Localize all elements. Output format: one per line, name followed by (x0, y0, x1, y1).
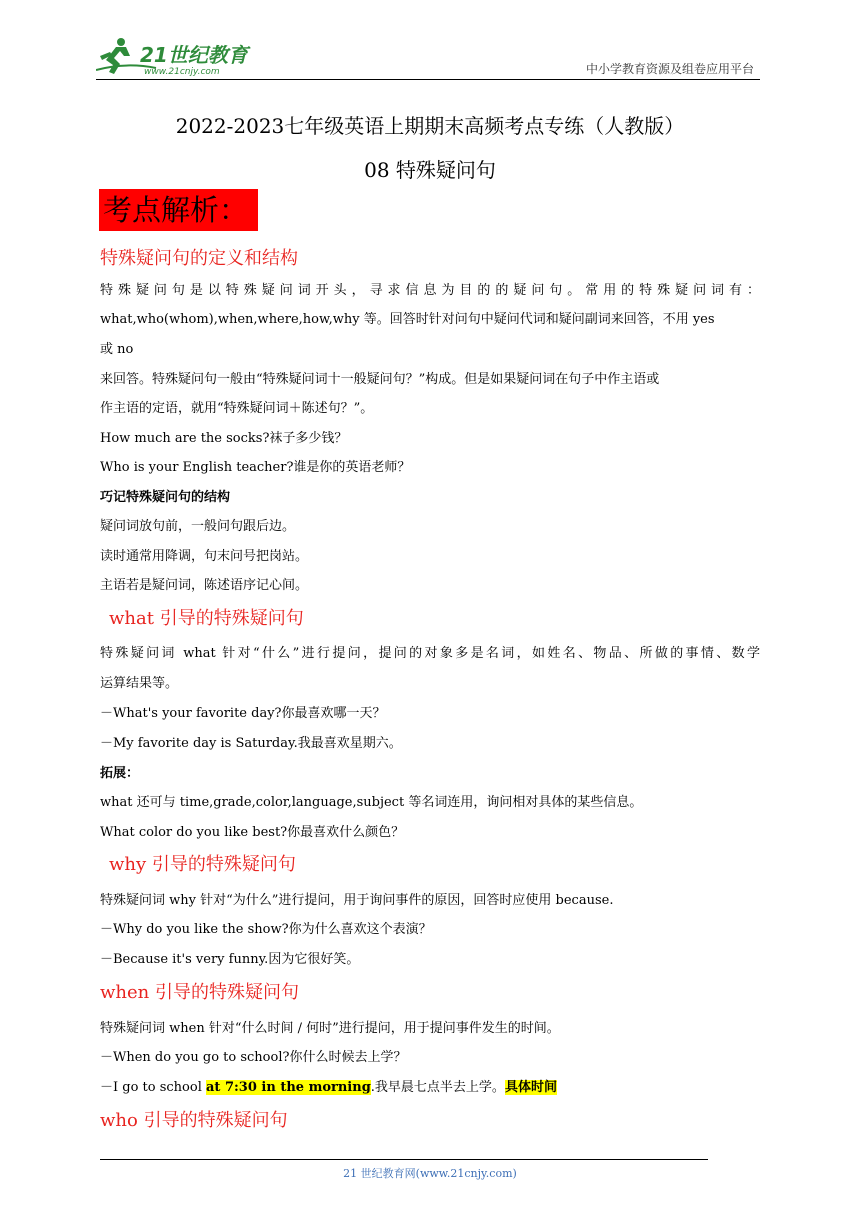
document-title: 2022-2023七年级英语上期期末高频考点专练（人教版） (175, 114, 685, 138)
heading-keyword: why (109, 854, 147, 875)
heading-keyword: when (100, 982, 150, 1003)
section-tag: 考点解析： (99, 189, 258, 231)
footer-divider (100, 1159, 708, 1160)
example-sentence: Who is your English teacher?谁是你的英语老师？ (100, 460, 411, 475)
example-sentence: How much are the socks?袜子多少钱？ (100, 431, 348, 446)
paragraph-line: 或 no (100, 342, 134, 357)
heading-rest: 引导的特殊疑问句 (151, 854, 296, 875)
page-footer: 21 世纪教育网(www.21cnjy.com) (343, 1167, 517, 1180)
heading-who (100, 1106, 288, 1132)
heading-when (100, 978, 299, 1004)
example-text: －I go to school (100, 1080, 206, 1095)
paragraph-line: 特殊疑问词 what 针对“什么”进行提问，提问的对象多是名词，如姓名、物品、所做的事情、数学 (100, 646, 760, 661)
logo-21cnjy (96, 36, 296, 80)
paragraph-line: 特殊疑问词 when 针对“什么时间 / 何时”进行提问，用于提问事件发生的时间。 (100, 1021, 560, 1036)
heading-keyword: what (109, 608, 154, 629)
heading-rest: 引导的特殊疑问句 (159, 608, 304, 629)
extension-line: What color do you like best?你最喜欢什么颜色？ (100, 825, 405, 840)
example-sentence: －When do you go to school?你什么时候去上学？ (100, 1050, 407, 1065)
heading-keyword: who (100, 1110, 138, 1131)
paragraph-line: 特殊疑问句是以特殊疑问词开头，寻求信息为目的的疑问句。常用的特殊疑问词有： (100, 283, 760, 298)
example-sentence: －Why do you like the show?你为什么喜欢这个表演？ (100, 922, 432, 937)
heading-what (109, 604, 304, 630)
document-subtitle: 08 特殊疑问句 (364, 158, 496, 182)
paragraph-line: 来回答。特殊疑问句一般由“特殊疑问词十一般疑问句？”构成。但是如果疑问词在句子中作主语或 (100, 372, 660, 387)
heading-rest: 引导的特殊疑问句 (143, 1110, 288, 1131)
tip-line: 疑问词放句前，一般问句跟后边。 (100, 519, 296, 534)
tip-line: 读时通常用降调，句末问号把岗站。 (100, 549, 309, 564)
tip-title: 巧记特殊疑问句的结构 (100, 490, 231, 505)
svg-text:www.21cnjy.com: www.21cnjy.com (144, 67, 220, 77)
paragraph-line: 特殊疑问词 why 针对“为什么”进行提问，用于询问事件的原因，回答时应使用 because. (100, 893, 614, 908)
example-sentence: －Because it's very funny.因为它很好笑。 (100, 952, 360, 967)
extension-title: 拓展： (100, 766, 140, 781)
highlighted-note: 具体时间 (504, 1080, 557, 1095)
extension-line: what 还可与 time,grade,color,language,subject 等名词连用，询问相对具体的某些信息。 (100, 795, 643, 810)
platform-name: 中小学教育资源及组卷应用平台 (585, 62, 754, 76)
paragraph-line: 作主语的定语，就用“特殊疑问词＋陈述句？”。 (100, 401, 374, 416)
heading-rest: 引导的特殊疑问句 (154, 982, 299, 1003)
example-sentence: －My favorite day is Saturday.我最喜欢星期六。 (100, 736, 402, 751)
tip-line: 主语若是疑问词，陈述语序记心间。 (100, 578, 309, 593)
heading-definition: 特殊疑问句的定义和结构 (100, 248, 298, 269)
svg-text:21世纪教育: 21世纪教育 (140, 43, 248, 67)
example-text: .我早晨七点半去上学。 (370, 1080, 505, 1095)
paragraph-line: what,who(whom),when,where,how,why 等。回答时针对问句中疑问代词和疑问副词来回答，不用 yes (100, 312, 715, 327)
example-sentence: －What's your favorite day?你最喜欢哪一天？ (100, 706, 386, 721)
example-sentence (100, 1076, 557, 1095)
header-divider (96, 79, 760, 80)
heading-why (109, 850, 296, 876)
paragraph-line: 运算结果等。 (100, 676, 179, 691)
highlighted-phrase: at 7:30 in the morning (206, 1080, 371, 1095)
page-header (96, 36, 760, 80)
